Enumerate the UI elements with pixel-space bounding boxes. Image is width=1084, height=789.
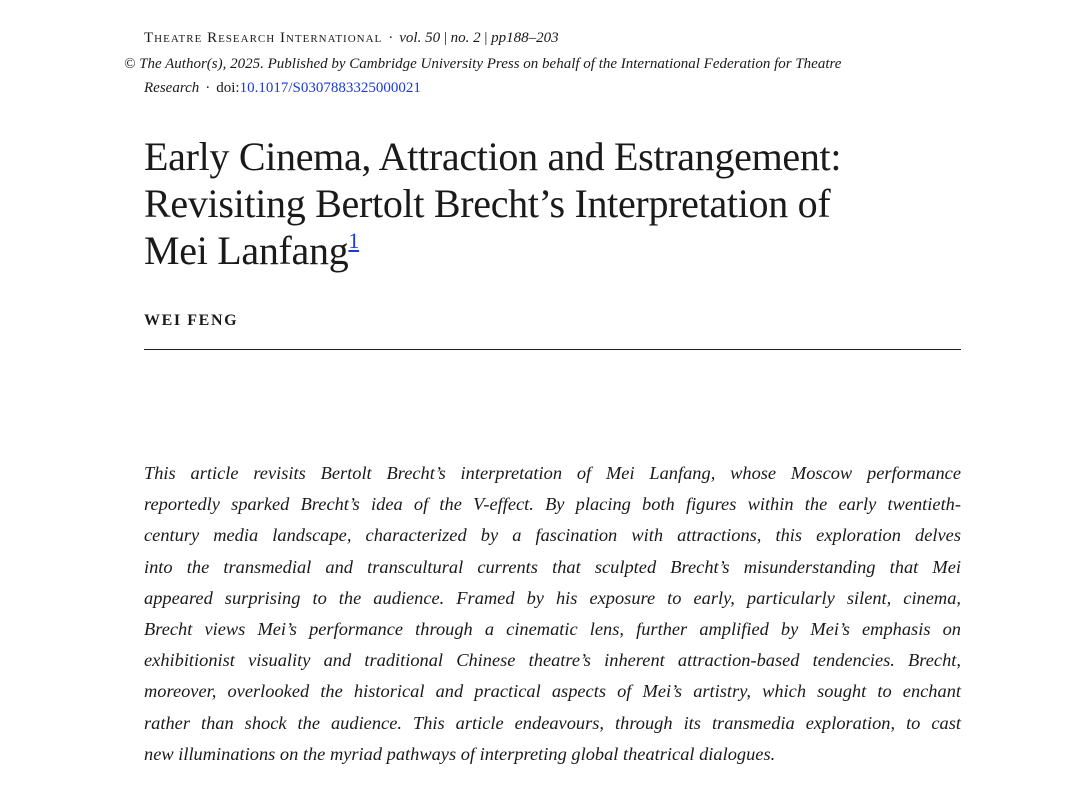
copyright-continuation: Research — [144, 80, 200, 96]
article-title — [144, 133, 964, 274]
title-divider — [144, 349, 961, 350]
abstract-line: This article revisits Bertolt Brecht’s interpretation of Mei Lanfang, whose Moscow performance — [144, 463, 961, 483]
journal-volume: vol. 50 — [399, 30, 441, 46]
doi-link[interactable]: 10.1017/S0307883325000021 — [239, 80, 421, 96]
journal-pages: pp188–203 — [491, 30, 559, 46]
abstract-line: reportedly sparked Brecht’s idea of the V-effect. By placing both figures within the early twentieth- — [144, 494, 961, 515]
abstract-line: moreover, overlooked the historical and practical aspects of Mei’s artistry, which sought to enchant — [144, 681, 961, 702]
journal-issue: no. 2 — [450, 30, 481, 46]
title-line-2: Revisiting Bertolt Brecht’s Interpretation of — [144, 181, 831, 226]
abstract-line: rather than shock the audience. This article endeavours, through its transmedia exploration, to cast — [144, 712, 961, 733]
title-line-1: Early Cinema, Attraction and Estrangement: — [144, 134, 842, 179]
author-name: WEI FENG — [144, 312, 239, 329]
abstract-line: new illuminations on the myriad pathways of interpreting global theatrical dialogues. — [144, 743, 776, 764]
footnote-link[interactable]: 1 — [348, 227, 360, 253]
journal-name: Theatre Research International — [144, 30, 383, 46]
abstract-line: century media landscape, characterized by a fascination with attractions, this exploration delves — [144, 525, 961, 546]
copyright-notice: © The Author(s), 2025. Published by Cambridge University Press on behalf of the International Federation for Theatre — [124, 56, 842, 72]
abstract-line: exhibitionist visuality and traditional Chinese theatre’s inherent attraction-based tendencies. Brecht, — [144, 650, 961, 671]
title-line-3 — [144, 227, 964, 274]
abstract — [144, 458, 961, 770]
doi-label: doi: — [216, 80, 240, 96]
abstract-line: appeared surprising to the audience. Framed by his exposure to early, particularly silent, cinema, — [144, 587, 961, 608]
title-line-3-text: Mei Lanfang — [144, 228, 349, 273]
citation-separator: · — [388, 30, 394, 46]
doi-separator: · — [205, 80, 211, 96]
abstract-line: into the transmedial and transcultural currents that sculpted Brecht’s misunderstanding that Mei — [144, 556, 961, 577]
journal-citation-line: Theatre Research International · vol. 50 | no. 2 | pp188–203 — [144, 30, 559, 46]
abstract-line: Brecht views Mei’s performance through a cinematic lens, further amplified by Mei’s emphasis on — [144, 619, 961, 640]
copyright-continuation-line — [144, 77, 421, 99]
